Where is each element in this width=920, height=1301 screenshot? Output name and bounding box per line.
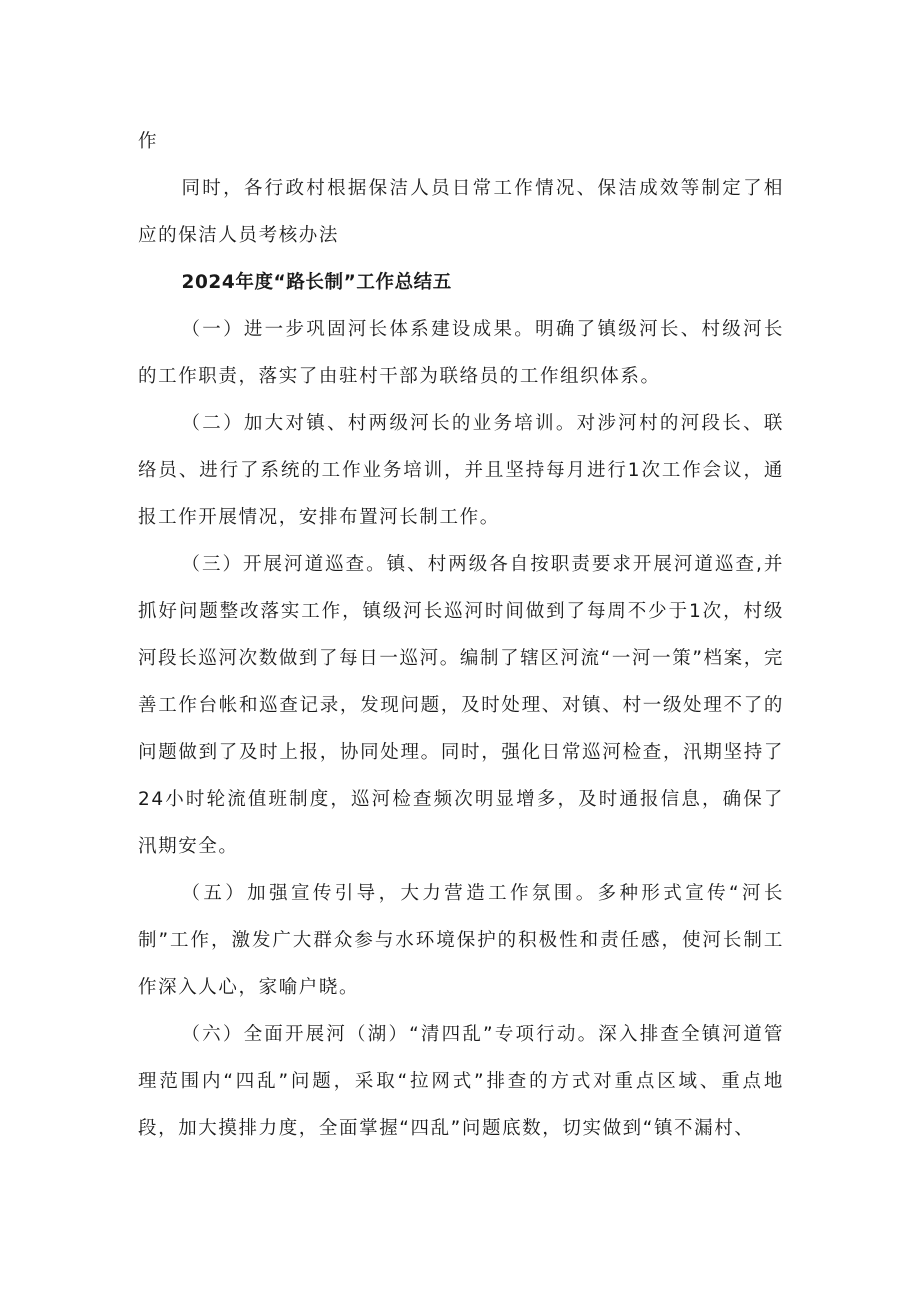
paragraph-item-3: （三）开展河道巡查。镇、村两级各自按职责要求开展河道巡查,并抓好问题整改落实工作，镇级河长巡河时间做到了每周不少于1次，村级河段长巡河次数做到了每日一巡河。编制了辖区河流“一河一策”档案，完善工作台帐和巡查记录，发现问题，及时处理、对镇、村一级处理不了的问题做到了及时上报，协同处理。同时，强化日常巡河检查，汛期坚持了24小时轮流值班制度，巡河检查频次明显增多，及时通报信息，确保了汛期安全。 [138, 554, 784, 857]
document-body [138, 118, 784, 1152]
paragraph-item-1: （一）进一步巩固河长体系建设成果。明确了镇级河长、村级河长的工作职责，落实了由驻村干部为联络员的工作组织体系。 [138, 319, 784, 387]
paragraph-item-2: （二）加大对镇、村两级河长的业务培训。对涉河村的河段长、联络员、进行了系统的工作业务培训，并且坚持每月进行1次工作会议，通报工作开展情况，安排布置河长制工作。 [138, 413, 784, 528]
section-heading: 2024年度“路长制”工作总结五 [181, 272, 452, 293]
paragraph-continuation: 作 [138, 131, 159, 152]
paragraph-item-6: （六）全面开展河（湖）“清四乱”专项行动。深入排查全镇河道管理范围内“四乱”问题，采取“拉网式”排查的方式对重点区域、重点地段，加大摸排力度，全面掌握“四乱”问题底数，切实做到“镇不漏村、 [138, 1024, 784, 1139]
paragraph-cleaning-assessment: 同时，各行政村根据保洁人员日常工作情况、保洁成效等制定了相应的保洁人员考核办法 [138, 178, 784, 246]
paragraph-item-5: （五）加强宣传引导，大力营造工作氛围。多种形式宣传“河长制”工作，激发广大群众参与水环境保护的积极性和责任感，使河长制工作深入人心，家喻户晓。 [138, 883, 784, 998]
